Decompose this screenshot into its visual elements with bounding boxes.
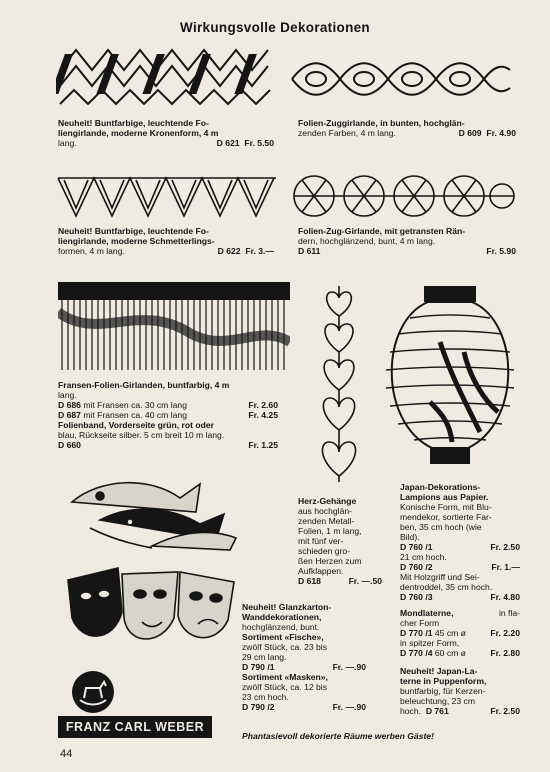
- item-price: Fr. 2.60: [248, 400, 278, 410]
- item-text-line: Folien, 1 m lang,: [298, 526, 362, 536]
- item-text-line: lang.: [58, 390, 77, 400]
- item-code: D 760 /1: [400, 542, 433, 552]
- item-text-line: zwölf Stück, ca. 12 bis: [242, 682, 328, 692]
- item-text-line: mit Fransen ca. 40 cm lang: [83, 410, 187, 420]
- item-text-line: mendekor, sortierte Far-: [400, 512, 492, 522]
- item-text-line: 60 cm ø: [434, 648, 466, 658]
- item-text-line: Mit Holzgriff und Sei-: [400, 572, 480, 582]
- item-text-line: buntfarbig, für Kerzen-: [400, 686, 486, 696]
- item-price: Fr. 3.—: [245, 246, 274, 256]
- item-code: D 790 /1: [242, 662, 275, 672]
- item-code: D 686: [58, 400, 81, 410]
- item-heading: Fransen-Folien-Girlanden, buntfarbig, 4 m: [58, 380, 230, 390]
- item-code: D 770 /4: [400, 648, 433, 658]
- item-heading: Neuheit! Glanzkarton-: [242, 602, 332, 612]
- item-price: Fr. —.90: [332, 662, 366, 672]
- item-text-line: Folien-Zug-Girlande, mit getransten Rän-: [298, 226, 466, 236]
- item-code: D 790 /2: [242, 702, 275, 712]
- item-fransen-folien: [58, 380, 278, 450]
- item-heading: Japan-Dekorations-: [400, 482, 481, 492]
- item-code: D 660: [58, 440, 81, 450]
- item-price: Fr. —.90: [332, 702, 366, 712]
- item-text-line: dern, hochglänzend, bunt, 4 m lang.: [298, 236, 436, 246]
- item-price: Fr. 4.25: [248, 410, 278, 420]
- item-text-line: dentroddel, 35 cm hoch.: [400, 582, 493, 592]
- item-text-line: blau, Rückseite silber. 5 cm breit 10 m lang.: [58, 430, 225, 440]
- rocking-horse-icon: [70, 670, 116, 714]
- item-price: Fr. 1.—: [491, 562, 520, 572]
- item-text-line: hoch.: [400, 706, 422, 716]
- item-text-line: lang.: [58, 138, 77, 148]
- crown-garland-illustration: [56, 40, 278, 118]
- item-price: Fr. 2.50: [490, 542, 520, 552]
- item-text-line: zwölf Stück, ca. 23 bis: [242, 642, 328, 652]
- item-text-line: 21 cm hoch.: [400, 552, 447, 562]
- item-text-line: Neuheit! Buntfarbige, leuchtende Fo-: [58, 226, 209, 236]
- item-text-line: in fla-: [498, 608, 520, 618]
- item-text-line: Bild).: [400, 532, 420, 542]
- item-folien-zuggirlande: [298, 118, 516, 138]
- item-glanzkarton: [242, 602, 366, 712]
- heart-garland-illustration: [318, 286, 360, 486]
- item-price: Fr. 1.25: [248, 440, 278, 450]
- item-price: Fr. 5.50: [244, 138, 274, 148]
- item-text-line: cher Form: [400, 618, 440, 628]
- item-code: D 622: [217, 246, 241, 256]
- item-folien-zug-girlande: [298, 226, 516, 256]
- item-text-line: 45 cm ø: [434, 628, 466, 638]
- item-text-line: Folien-Zuggirlande, in bunten, hochglän-: [298, 118, 465, 128]
- butterfly-garland-illustration: [56, 170, 278, 226]
- item-code: D 609: [458, 128, 482, 138]
- item-price: Fr. 2.80: [490, 648, 520, 658]
- item-text-line: ben, 35 cm hoch (wie: [400, 522, 482, 532]
- page-title: Wirkungsvolle Dekorationen: [180, 20, 370, 35]
- franz-carl-weber-logo: FRANZ CARL WEBER: [58, 716, 212, 738]
- slogan: Phantasievoll dekorierte Räume werben Gäste!: [242, 731, 434, 741]
- item-heading: terne in Puppenform,: [400, 676, 487, 686]
- item-heading: Mondlaterne,: [400, 608, 454, 618]
- page-number: 44: [60, 748, 73, 760]
- fringe-garland-illustration: [58, 282, 290, 372]
- item-text-line: Konische Form, mit Blu-: [400, 502, 492, 512]
- item-japan-lampions: [400, 482, 520, 602]
- item-code: D 770 /1: [400, 628, 433, 638]
- item-text-line: Neuheit! Buntfarbige, leuchtende Fo-: [58, 118, 209, 128]
- item-heading: Sortiment «Masken»,: [242, 672, 328, 682]
- item-price: Fr. 4.80: [490, 592, 520, 602]
- item-text-line: aus hochglän-: [298, 506, 352, 516]
- item-code: D 621: [216, 138, 240, 148]
- item-text-line: 29 cm lang.: [242, 652, 287, 662]
- item-heading: Sortiment «Fische»,: [242, 632, 324, 642]
- item-price: Fr. 2.50: [490, 706, 520, 716]
- fish-decoration-illustration: [60, 468, 244, 552]
- item-text-line: ßen Herzen zum: [298, 556, 362, 566]
- item-text-line: liengirlande, moderne Schmetterlings-: [58, 236, 215, 246]
- item-text-line: formen, 4 m lang.: [58, 246, 125, 256]
- item-text-line: schieden gro-: [298, 546, 351, 556]
- item-heading: Herz-Gehänge: [298, 496, 357, 506]
- item-price: Fr. 4.90: [486, 128, 516, 138]
- item-code: D 760 /3: [400, 592, 433, 602]
- item-code: D 760 /2: [400, 562, 433, 572]
- item-text-line: zenden Metall-: [298, 516, 355, 526]
- item-code: D 761: [425, 706, 449, 716]
- item-text-line: zenden Farben, 4 m lang.: [298, 128, 396, 138]
- item-kronen-girlande: [58, 118, 274, 148]
- item-text-line: Folienband, Vorderseite grün, rot oder: [58, 420, 214, 430]
- item-text-line: 23 cm hoch.: [242, 692, 289, 702]
- item-price: Fr. 5.90: [486, 246, 516, 256]
- item-herz-gehaenge: [298, 496, 382, 586]
- item-price: Fr. —.50: [348, 576, 382, 586]
- item-code: D 611: [298, 246, 321, 256]
- item-price: Fr. 2.20: [490, 628, 520, 638]
- item-heading: Neuheit! Japan-La-: [400, 666, 478, 676]
- item-text-line: beleuchtung, 23 cm: [400, 696, 476, 706]
- fringed-zuggirlande-illustration: [288, 170, 516, 222]
- item-schmetterling-girlande: [58, 226, 274, 256]
- item-text-line: hochglänzend, bunt.: [242, 622, 320, 632]
- item-code: D 618: [298, 576, 321, 586]
- item-text-line: mit Fransen ca. 30 cm lang: [83, 400, 187, 410]
- item-text-line: in spitzer Form,: [400, 638, 460, 648]
- mask-decoration-illustration: [62, 562, 242, 652]
- item-text-line: Aufklappen.: [298, 566, 344, 576]
- item-text-line: liengirlande, moderne Kronenform, 4 m: [58, 128, 219, 138]
- item-code: D 687: [58, 410, 81, 420]
- item-text-line: mit fünf ver-: [298, 536, 344, 546]
- item-heading: Wanddekorationen,: [242, 612, 322, 622]
- japan-lantern-illustration: [380, 282, 520, 470]
- item-japan-laterne-puppe: [400, 666, 520, 716]
- item-heading: Lampions aus Papier.: [400, 492, 489, 502]
- folien-zuggirlande-illustration: [288, 54, 514, 104]
- item-mondlaterne: [400, 608, 520, 658]
